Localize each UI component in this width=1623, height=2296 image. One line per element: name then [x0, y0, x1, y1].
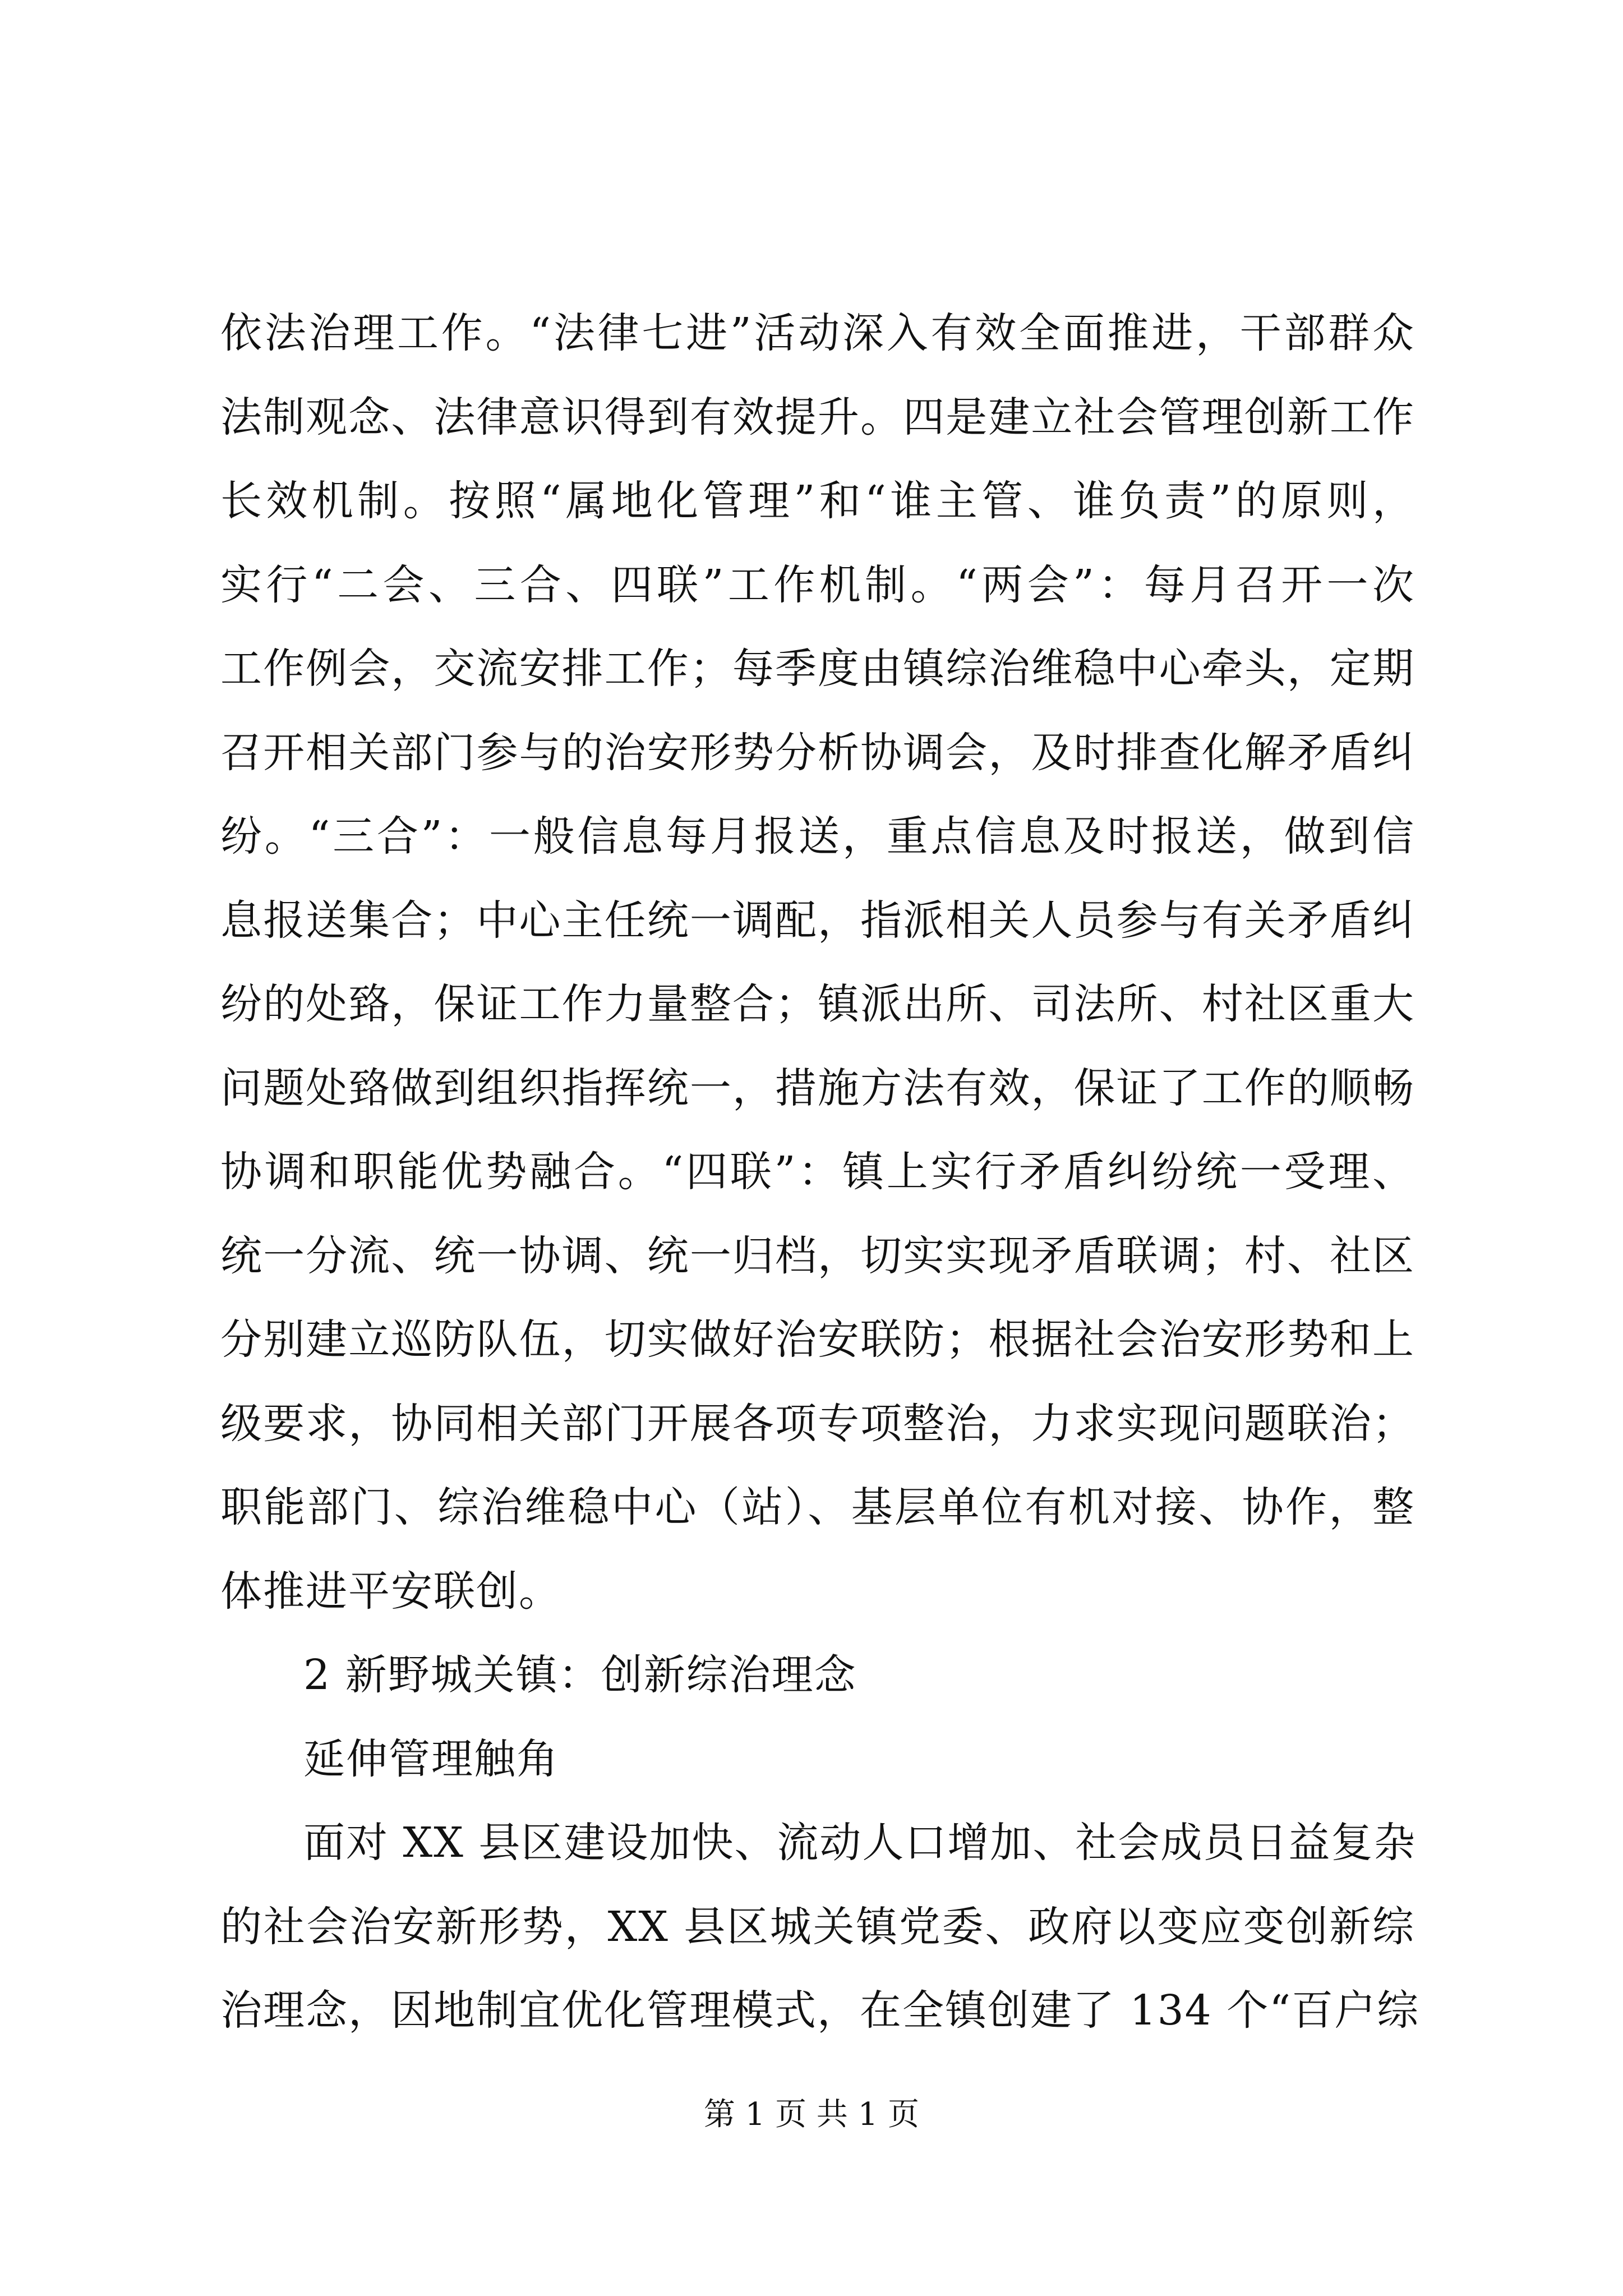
body-line: 纷。“三合”：一般信息每月报送，重点信息及时报送，做到信: [220, 812, 1415, 861]
body-line: 体推进平安联创。: [220, 1567, 561, 1616]
section-subheading: 延伸管理触角: [303, 1734, 559, 1783]
body-line: 长效机制。按照“属地化管理”和“谁主管、谁负责”的原则，: [220, 477, 1415, 525]
body-line: 的社会治安新形势，XX 县区城关镇党委、政府以变应变创新综: [220, 1902, 1415, 1951]
body-line: 纷的处臵，保证工作力量整合；镇派出所、司法所、村社区重大: [220, 980, 1415, 1028]
body-line: 实行“二会、三合、四联”工作机制。“两会”：每月召开一次: [220, 560, 1415, 609]
body-line: 级要求，协同相关部门开展各项专项整治，力求实现问题联治；: [220, 1399, 1415, 1448]
body-line: 依法治理工作。“法律七进”活动深入有效全面推进，干部群众: [220, 309, 1415, 357]
section-heading: 2 新野城关镇：创新综治理念: [303, 1651, 857, 1699]
body-line: 法制观念、法律意识得到有效提升。四是建立社会管理创新工作: [220, 393, 1415, 441]
body-line: 职能部门、综治维稳中心（站）、基层单位有机对接、协作，整: [220, 1483, 1415, 1531]
body-line: 统一分流、统一协调、统一归档，切实实现矛盾联调；村、社区: [220, 1231, 1415, 1280]
body-line: 息报送集合；中心主任统一调配，指派相关人员参与有关矛盾纠: [220, 896, 1415, 945]
body-line: 召开相关部门参与的治安形势分析协调会，及时排查化解矛盾纠: [220, 728, 1415, 777]
document-body: [220, 292, 1420, 2053]
body-line: 协调和职能优势融合。“四联”：镇上实行矛盾纠纷统一受理、: [220, 1148, 1415, 1196]
body-line: 问题处臵做到组织指挥统一，措施方法有效，保证了工作的顺畅: [220, 1064, 1415, 1112]
body-line: 治理念，因地制宜优化管理模式，在全镇创建了 134 个“百户综: [220, 1986, 1420, 2035]
page-number-footer: 第 1 页 共 1 页: [703, 2096, 920, 2133]
body-line: 工作例会，交流安排工作；每季度由镇综治维稳中心牵头，定期: [220, 645, 1415, 693]
body-line: 分别建立巡防队伍，切实做好治安联防；根据社会治安形势和上: [220, 1315, 1415, 1364]
body-line: 面对 XX 县区建设加快、流动人口增加、社会成员日益复杂: [303, 1819, 1417, 1867]
